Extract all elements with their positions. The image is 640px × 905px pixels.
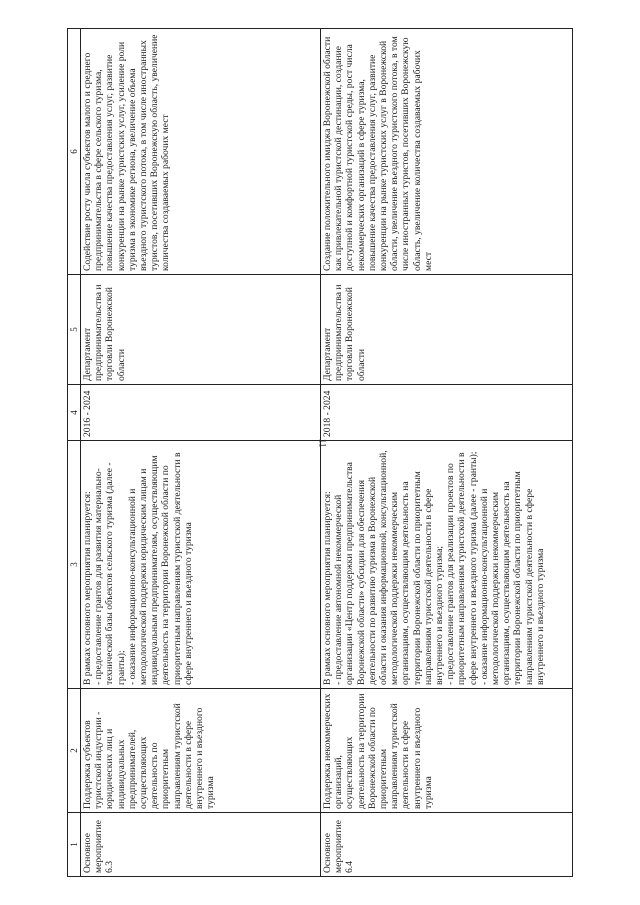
- description-line: - предоставление грантов для реализации проектов по приоритетным направлениям туристской деятельности в сфере внутреннего и въездного туризма (далее - гранты);: [445, 451, 479, 685]
- activity-name: Поддержка некоммерческих организаций, осуществляющих деятельность на территории Воронежской области по приоритетным направлениям туристской деятельности в сфере внутреннего и въездного туризма: [321, 689, 573, 813]
- activity-executor: Департамент предпринимательства и торговли Воронежской области: [321, 275, 573, 385]
- activity-name: Поддержка субъектов туристской индустрии - юридических лиц и индивидуальных предпринимателей, осуществляющих деятельность по приоритетным направлениям туристской деятельности в сфере внутреннего и въездного туризма: [81, 689, 321, 813]
- activity-executor: Департамент предпринимательства и торговли Воронежской области: [81, 275, 321, 385]
- description-line: - оказание информационно-консультационной и методологической поддержки некоммерческим организациям, осуществляющим деятельность на территории Воронежской области по приоритетным направлениям туристской деятельности в сфере внутреннего и въездного туризма: [478, 471, 546, 685]
- page-number: 11: [317, 438, 328, 448]
- table-row: [81, 29, 321, 877]
- document-sheet: [67, 29, 573, 877]
- activity-code: Основное мероприятие 6.4: [321, 813, 573, 877]
- activity-description: [321, 441, 573, 689]
- description-line: - предоставление автономной некоммерческой организации «Центр поддержки предпринимательства Воронежской области» субсидии для обеспечения деятельности по развитию туризма в Воронежской области и оказания информационной, консультационной, методологической поддержки некоммерческим организациям, осуществляющим деятельность на территории Воронежской области по приоритетным направлениям туристской деятельности в сфере внутреннего и въездного туризма;: [333, 450, 446, 685]
- program-table: [67, 28, 573, 877]
- description-line: В рамках основного мероприятия планируется:: [322, 491, 333, 685]
- column-header: 1: [68, 813, 81, 877]
- activity-result: Содействие росту числа субъектов малого и среднего предпринимательства в сфере сельского туризма, повышение качества предоставления услуг, развитие конкуренции на рынке туристских услуг, усиление роли туризма в экономике региона, увеличение объема въездного туристского потока, в том числе иностранных туристов, посетивших Воронежскую область, увеличение количества создаваемых рабочих мест: [81, 29, 321, 275]
- table-row: [321, 29, 573, 877]
- header-row: [68, 29, 81, 877]
- column-header: 5: [68, 275, 81, 385]
- description-line: В рамках основного мероприятия планируется:: [82, 491, 93, 685]
- description-line: - оказание информационно-консультационной и методологической поддержки юридическим лицам и индивидуальным предпринимателям, осуществляющим деятельность на территории Воронежской области по приоритетным направлениям туристской деятельности в сфере внутреннего и въездного туризма: [126, 452, 194, 685]
- column-header: 2: [68, 689, 81, 813]
- description-line: - предоставление грантов для развития материально-технической базы объектов сельского туризма (далее - гранты);: [93, 462, 127, 685]
- activity-result: Создание положительного имиджа Воронежской области как привлекательной туристской дестинации, создание доступной и комфортной туристской среды, рост числа некоммерческих организаций в сфере туризма, повышение качества предоставления услуг, развитие конкуренции на рынке туристских услуг в Воронежской области, увеличение въездного туристского потока, в том числе иностранных туристов, посетивших Воронежскую область, увеличение количества создаваемых рабочих мест: [321, 29, 573, 275]
- activity-description: [81, 441, 321, 689]
- activity-period: 2018 - 2024: [321, 385, 573, 441]
- activity-code: Основное мероприятие 6.3: [81, 813, 321, 877]
- column-header: 4: [68, 385, 81, 441]
- activity-period: 2016 - 2024: [81, 385, 321, 441]
- column-header: 3: [68, 441, 81, 689]
- column-header: 6: [68, 29, 81, 275]
